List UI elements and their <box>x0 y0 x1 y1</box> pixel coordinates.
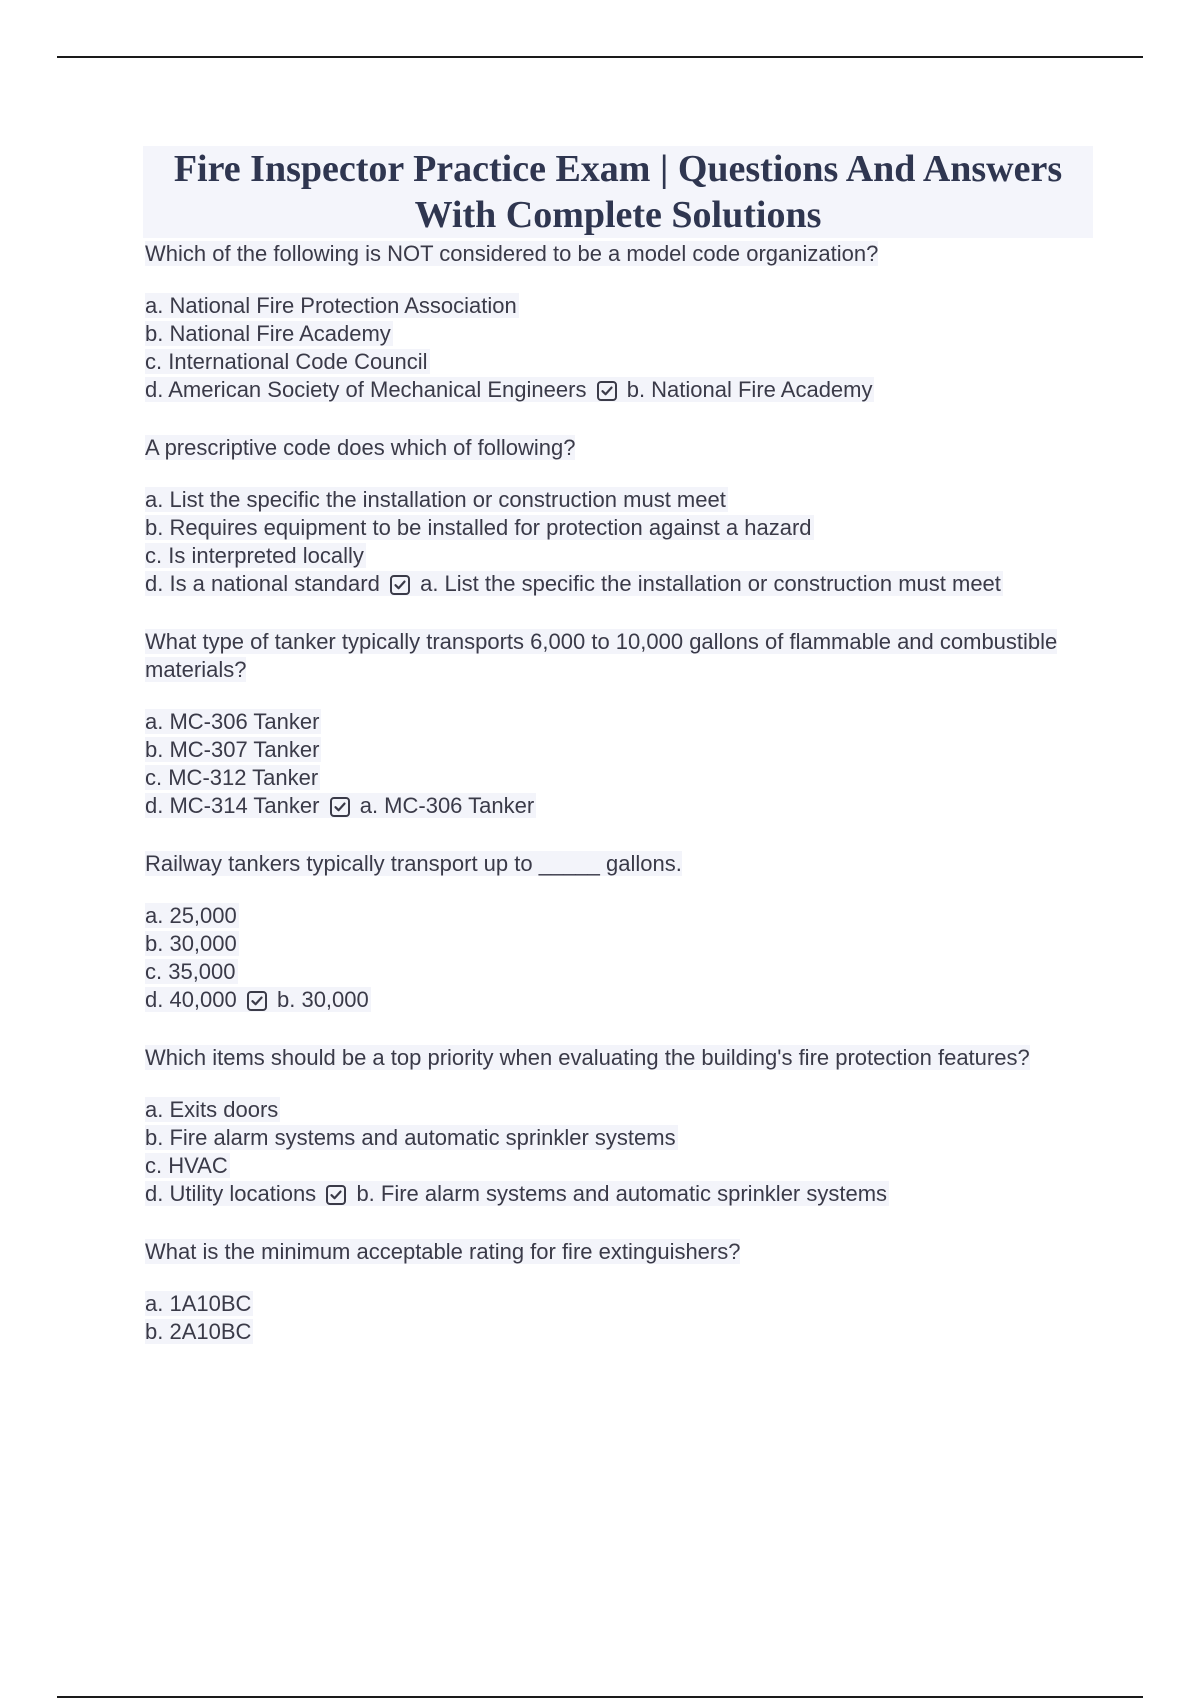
option-item-last: d. American Society of Mechanical Engineers b. National Fire Academy <box>145 377 873 402</box>
question-text: What is the minimum acceptable rating for fire extinguishers? <box>145 1239 741 1264</box>
option-item: b. 30,000 <box>145 931 237 956</box>
options-list <box>145 708 1095 820</box>
option-item-last: d. Is a national standard a. List the specific the installation or construction must meet <box>145 571 1001 596</box>
question-text: What type of tanker typically transports 6,000 to 10,000 gallons of flammable and combustible materials? <box>145 629 1058 682</box>
option-item: b. National Fire Academy <box>145 321 391 346</box>
option-item: c. MC-312 Tanker <box>145 765 319 790</box>
checkbox-checked-icon <box>390 575 410 595</box>
option-item: b. 2A10BC <box>145 1319 252 1344</box>
options-list <box>145 902 1095 1014</box>
answer-text: b. National Fire Academy <box>626 377 873 402</box>
question-text: Which of the following is NOT considered to be a model code organization? <box>145 241 879 266</box>
options-list <box>145 486 1095 598</box>
options-list <box>145 1096 1095 1208</box>
answer-text: b. Fire alarm systems and automatic sprinkler systems <box>356 1181 888 1206</box>
question-text: A prescriptive code does which of following? <box>145 435 576 460</box>
answer-text: b. 30,000 <box>277 987 369 1012</box>
options-list <box>145 292 1095 404</box>
document-body <box>145 146 1095 1376</box>
option-item: a. 1A10BC <box>145 1291 252 1316</box>
options-list <box>145 1290 1095 1346</box>
question-block <box>145 628 1095 820</box>
option-item: b. Fire alarm systems and automatic sprinkler systems <box>145 1125 676 1150</box>
question-text: Railway tankers typically transport up to _____ gallons. <box>145 851 682 876</box>
answer-text: a. List the specific the installation or construction must meet <box>420 571 1001 596</box>
checkbox-checked-icon <box>597 381 617 401</box>
option-item: c. Is interpreted locally <box>145 543 364 568</box>
option-item: a. National Fire Protection Association <box>145 293 517 318</box>
option-item: a. 25,000 <box>145 903 237 928</box>
question-block <box>145 434 1095 598</box>
page-title: Fire Inspector Practice Exam | Questions And Answers With Complete Solutions <box>143 146 1093 238</box>
option-item-last: d. 40,000 b. 30,000 <box>145 987 369 1012</box>
checkbox-checked-icon <box>247 991 267 1011</box>
option-item: b. MC-307 Tanker <box>145 737 320 762</box>
question-block <box>145 1238 1095 1346</box>
option-item-last: d. Utility locations b. Fire alarm systems and automatic sprinkler systems <box>145 1181 888 1206</box>
answer-text: a. MC-306 Tanker <box>359 793 535 818</box>
bottom-rule <box>57 1696 1143 1698</box>
question-block <box>145 240 1095 404</box>
checkbox-checked-icon <box>330 797 350 817</box>
question-text: Which items should be a top priority when evaluating the building's fire protection features? <box>145 1045 1030 1070</box>
option-item: c. 35,000 <box>145 959 236 984</box>
option-item: a. MC-306 Tanker <box>145 709 320 734</box>
top-rule <box>57 56 1143 58</box>
question-block <box>145 850 1095 1014</box>
option-item-last: d. MC-314 Tanker a. MC-306 Tanker <box>145 793 535 818</box>
question-block <box>145 1044 1095 1208</box>
checkbox-checked-icon <box>326 1185 346 1205</box>
option-item: c. International Code Council <box>145 349 428 374</box>
option-item: c. HVAC <box>145 1153 228 1178</box>
option-item: b. Requires equipment to be installed for protection against a hazard <box>145 515 812 540</box>
option-item: a. List the specific the installation or construction must meet <box>145 487 726 512</box>
option-item: a. Exits doors <box>145 1097 279 1122</box>
